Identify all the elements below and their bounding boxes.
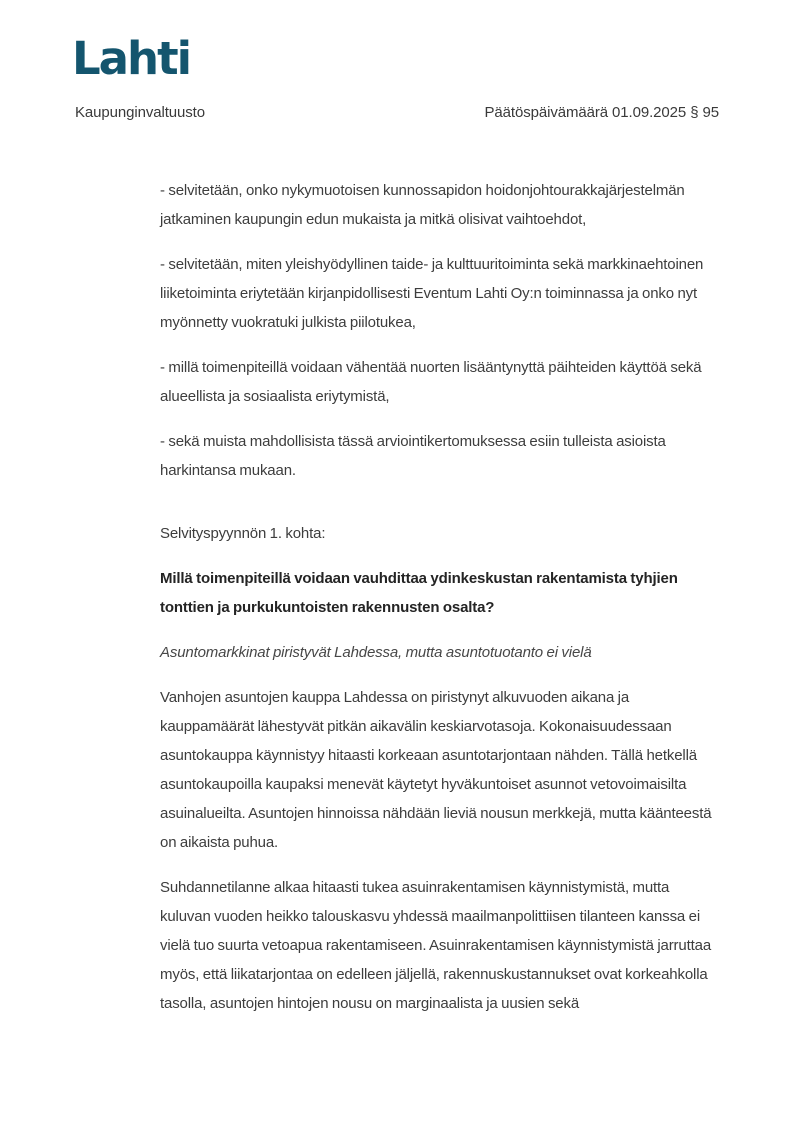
question-heading: Millä toimenpiteillä voidaan vauhdittaa ydinkeskustan rakentamista tyhjien tonttien ja purkukuntoisten rakennusten osalta? bbox=[160, 570, 678, 616]
italic-subheading: Asuntomarkkinat piristyvät Lahdessa, mutta asuntotuotanto ei vielä bbox=[160, 644, 592, 661]
bullet-paragraph: - sekä muista mahdollisista tässä arviointikertomuksessa esiin tulleista asioista harkintansa mukaan. bbox=[160, 433, 666, 479]
decision-date: Päätöspäivämäärä 01.09.2025 § 95 bbox=[484, 104, 719, 121]
document-body bbox=[160, 176, 720, 1034]
lahti-logo: Lahti bbox=[72, 32, 191, 85]
section-label: Selvityspyynnön 1. kohta: bbox=[160, 525, 326, 542]
bullet-paragraph: - selvitetään, onko nykymuotoisen kunnossapidon hoidonjohtourakkajärjestelmän jatkaminen kaupungin edun mukaista ja mitkä olisivat vaihtoehdot, bbox=[160, 182, 685, 228]
body-paragraph: Vanhojen asuntojen kauppa Lahdessa on piristynyt alkuvuoden aikana ja kauppamäärät lähestyvät pitkän aikavälin keskiarvotasoja. Kokonaisuudessaan asuntokauppa käynnistyy hitaasti korkeaan asuntotarjontaan nähden. Tällä hetkellä asuntokaupoilla kaupaksi menevät käytetyt hyväkuntoiset asunnot vetovoimaisilta asuinalueilta. Asuntojen hinnoissa nähdään lieviä nousun merkkejä, mutta käänteestä on aikaista puhua. bbox=[160, 689, 712, 851]
bullet-paragraph: - millä toimenpiteillä voidaan vähentää nuorten lisääntynyttä päihteiden käyttöä sekä alueellista ja sosiaalista eriytymistä, bbox=[160, 359, 702, 405]
body-paragraph: Suhdannetilanne alkaa hitaasti tukea asuinrakentamisen käynnistymistä, mutta kuluvan vuoden heikko talouskasvu yhdessä maailmanpolittiisen tilanteen kanssa ei vielä tuo suurta vetoapua rakentamiseen. Asuinrakentamisen käynnistymistä jarruttaa myös, että liikatarjontaa on edelleen jäljellä, rakennuskustannukset ovat korkeahkolla tasolla, asuntojen hintojen nousu on marginaalista ja uusien sekä bbox=[160, 879, 712, 1012]
bullet-paragraph: - selvitetään, miten yleishyödyllinen taide- ja kulttuuritoiminta sekä markkinaehtoinen liiketoiminta eriytetään kirjanpidollisesti Eventum Lahti Oy:n toiminnassa ja onko nyt myönnetty vuokratuki julkista piilotukea, bbox=[160, 256, 704, 331]
document-header bbox=[75, 104, 719, 121]
committee-name: Kaupunginvaltuusto bbox=[75, 104, 205, 121]
